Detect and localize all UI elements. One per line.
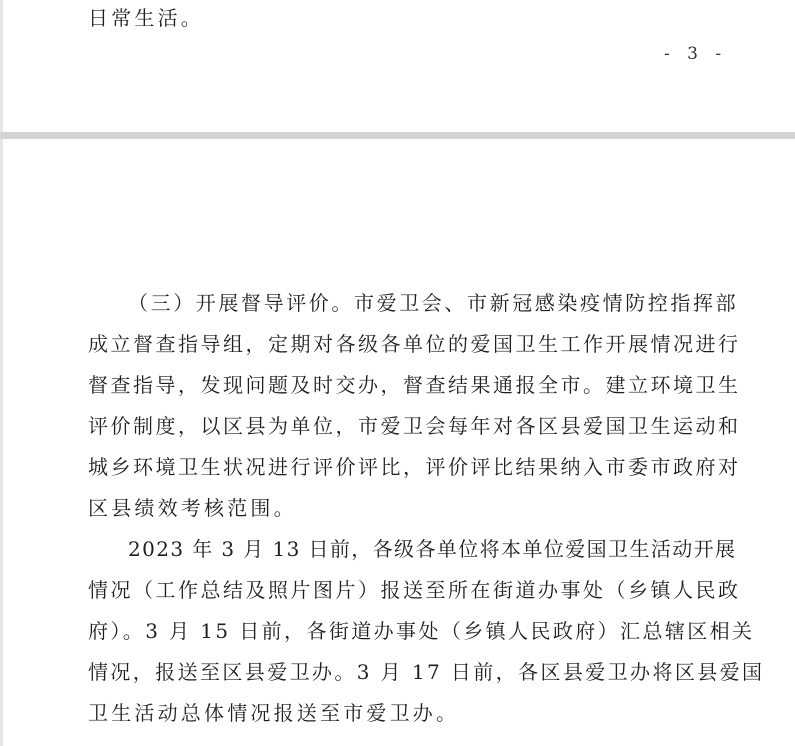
paragraph-2-line-1: 2023 年 3 月 13 日前，各级各单位将本单位爱国卫生活动开展 [128,537,737,561]
paragraph-2-line-4: 情况，报送至区县爱卫办。3 月 17 日前，各区县爱卫办将区县爱国 [88,660,765,684]
page-edge [0,139,3,746]
paragraph-1-line-3: 督查指导，发现问题及时交办，督查结果通报全市。建立环境卫生 [88,373,741,397]
current-page [0,139,795,746]
paragraph-1-line-5: 城乡环境卫生状况进行评价评比，评价评比结果纳入市委市政府对 [88,455,741,479]
page-separator [0,132,795,139]
paragraph-1-line-1: （三）开展督导评价。市爱卫会、市新冠感染疫情防控指挥部 [128,291,739,315]
paragraph-1-line-4: 评价制度，以区县为单位，市爱卫会每年对各区县爱国卫生运动和 [88,414,741,438]
page-number: - 3 - [664,44,728,64]
paragraph-1-line-2: 成立督查指导组，定期对各级各单位的爱国卫生工作开展情况进行 [88,332,741,356]
previous-page [0,0,795,132]
previous-page-last-line: 日常生活。 [88,6,204,30]
paragraph-1-line-6: 区县绩效考核范围。 [88,496,297,520]
paragraph-2-line-3: 府）。3 月 15 日前，各街道办事处（乡镇人民政府）汇总辖区相关 [88,619,755,643]
paragraph-2-line-5: 卫生活动总体情况报送至市爱卫办。 [88,701,460,725]
page-edge [0,0,3,132]
paragraph-2-line-2: 情况（工作总结及照片图片）报送至所在街道办事处（乡镇人民政 [88,578,741,602]
